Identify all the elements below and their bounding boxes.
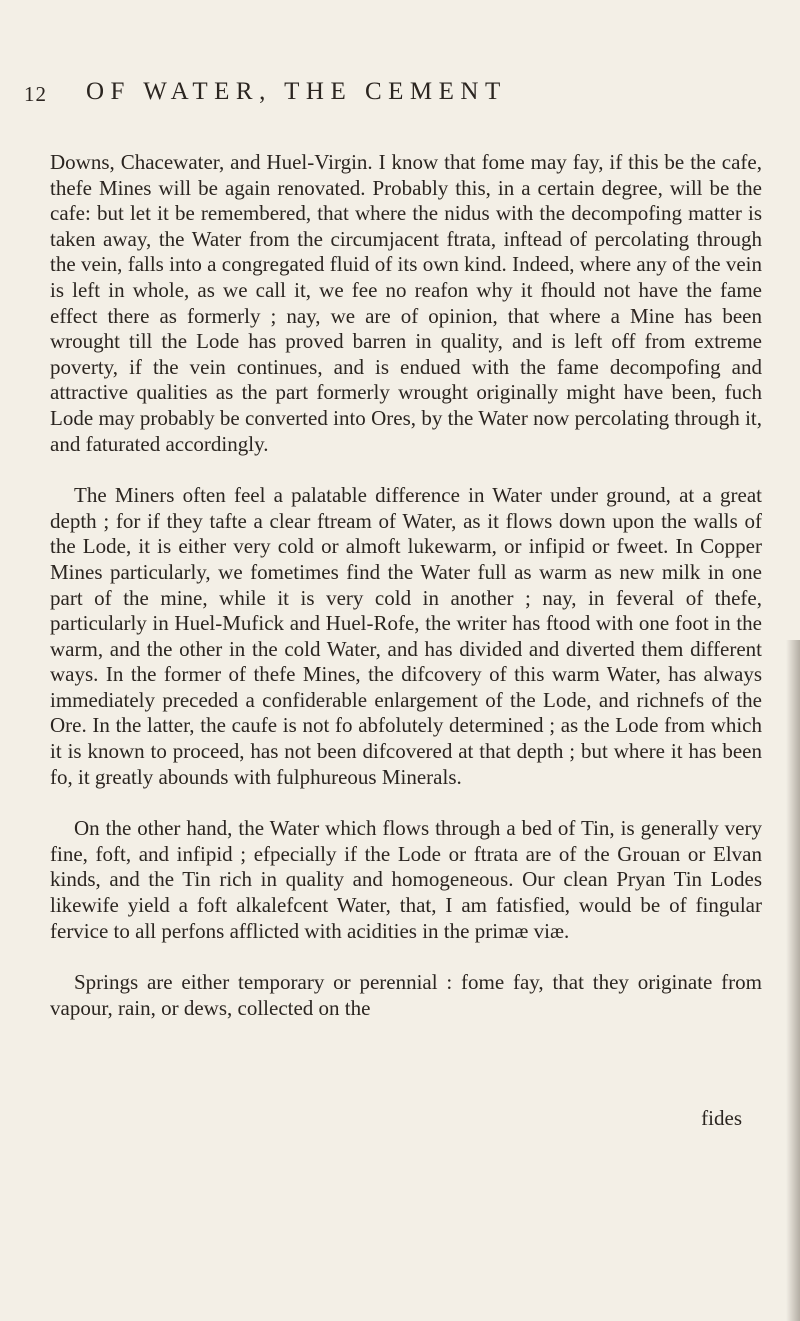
paragraph: On the other hand, the Water which flows through a bed of Tin, is generally very fine, foft, and infipid ; efpecially if the Lode or ftrata are of the Grouan or Elvan kinds, and the Tin rich in quality and homogeneous. Our clean Pryan Tin Lodes likewife yield a foft alkalefcent Water, that, I am fatisfied, would be of fingular fervice to all perfons afflicted with acidities in the primæ viæ.	[50, 816, 762, 943]
paragraph: Springs are either temporary or perennial : fome fay, that they originate from vapour, rain, or dews, collected on the	[50, 970, 762, 1020]
page-number: 12	[24, 82, 47, 106]
page-edge-shadow	[786, 640, 800, 1321]
running-head: OF WATER, THE CEMENT	[86, 78, 507, 105]
paragraph: The Miners often feel a palatable difference in Water under ground, at a great depth ; for if they tafte a clear ftream of Water, as it flows down upon the walls of the Lode, it is either very cold or almoft lukewarm, or infipid or fweet. In Copper Mines particularly, we fometimes find the Water full as warm as new milk in one part of the mine, while it is very cold in another ; nay, in feveral of thefe, particularly in Huel-Mufick and Huel-Rofe, the writer has ftood with one foot in the warm, and the other in the cold Water, and has divided and diverted them different ways. In the former of thefe Mines, the difcovery of this warm Water, has always immediately preceded a confiderable enlargement of the Lode, and richnefs of the Ore. In the latter, the caufe is not fo abfolutely determined ; as the Lode from which it is known to proceed, has not been difcovered at that depth ; but where it has been fo, it greatly abounds with fulphureous Minerals.	[50, 483, 762, 789]
paragraph: Downs, Chacewater, and Huel-Virgin. I know that fome may fay, if this be the cafe, thefe Mines will be again renovated. Probably this, in a certain degree, will be the cafe: but let it be remembered, that where the nidus with the decompofing matter is taken away, the Water from the circumjacent ftrata, inftead of percolating through the vein, falls into a congregated fluid of its own kind. Indeed, where any of the vein is left in whole, as we call it, we fee no reafon why it fhould not have the fame effect there as formerly ; nay, we are of opinion, that where a Mine has been wrought till the Lode has proved barren in quality, and is left off from extreme poverty, if the vein continues, and is endued with the fame decompofing and attractive qualities as the part formerly wrought originally might have been, fuch Lode may probably be converted into Ores, by the Water now percolating through it, and faturated accordingly.	[50, 150, 762, 456]
page-header	[0, 78, 800, 108]
catchword: fides	[701, 1106, 742, 1130]
body-text	[50, 150, 762, 1047]
